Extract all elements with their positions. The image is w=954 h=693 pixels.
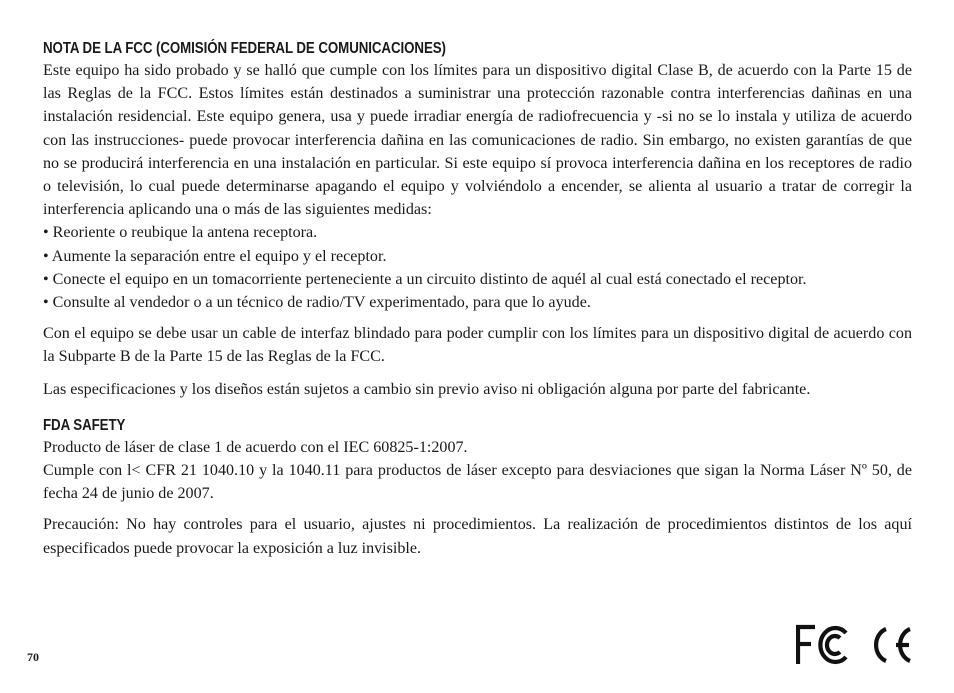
fda-caution-paragraph: Precaución: No hay controles para el usuario, ajustes ni procedimientos. La realización de procedimientos distintos de los aquí especificados puede provocar la exposición a luz invisible.: [43, 516, 912, 557]
fcc-intro-paragraph: Este equipo ha sido probado y se halló que cumple con los límites para un dispositivo digital Clase B, de acuerdo con la Parte 15 de las Reglas de la FCC. Estos límites están destinados a suministrar una protección razonable contra interferencias dañinas en una instalación residencial. Este equipo genera, usa y puede irradiar energía de radiofrecuencia y -si no se lo instala y utiliza de acuerdo con las instrucciones- puede provocar interferencia dañina en las comunicaciones de radio. Sin embargo, no existen garantías de que no se producirá interferencia en una instalación en particular. Si este equipo sí provoca interferencia dañina en los receptores de radio o televisión, lo cual puede determinarse apagando el equipo y volviéndolo a encender, se alienta al usuario a tratar de corregir la interferencia aplicando una o más de las siguientes medidas:: [43, 62, 912, 219]
certification-logos-svg: [796, 623, 914, 667]
fcc-logo-icon: [798, 627, 846, 664]
fda-compliance-paragraph: Cumple con l< CFR 21 1040.10 y la 1040.11 para productos de láser excepto para desviaciones que sigan la Norma Láser Nº 50, de fecha 24 de junio de 2007.: [43, 462, 912, 503]
fcc-bullet-2: • Aumente la separación entre el equipo y el receptor.: [43, 247, 387, 265]
fcc-bullet-3: • Conecte el equipo en un tomacorriente perteneciente a un circuito distinto de aquél al cual está conectado el receptor.: [43, 270, 807, 288]
cable-note-paragraph: Con el equipo se debe usar un cable de interfaz blindado para poder cumplir con los límites para un dispositivo digital de acuerdo con la Subparte B de la Parte 15 de las Reglas de la FCC.: [43, 325, 912, 366]
fcc-bullet-1: • Reoriente o reubique la antena receptora.: [43, 224, 318, 242]
certification-logos: [796, 623, 914, 672]
fda-section-title: FDA SAFETY: [43, 416, 126, 434]
spec-note-paragraph: Las especificaciones y los diseños están sujetos a cambio sin previo aviso ni obligación alguna por parte del fabricante.: [43, 380, 811, 398]
page-number: 70: [27, 650, 39, 664]
ce-mark-icon: [876, 629, 910, 661]
fda-laser-class-line: Producto de láser de clase 1 de acuerdo con el IEC 60825-1:2007.: [43, 438, 468, 456]
fcc-bullet-4: • Consulte al vendedor o a un técnico de radio/TV experimentado, para que lo ayude.: [43, 294, 591, 312]
fcc-section-title: NOTA DE LA FCC (COMISIÓN FEDERAL DE COMUNICACIONES): [43, 40, 446, 57]
manual-page: [43, 40, 912, 560]
